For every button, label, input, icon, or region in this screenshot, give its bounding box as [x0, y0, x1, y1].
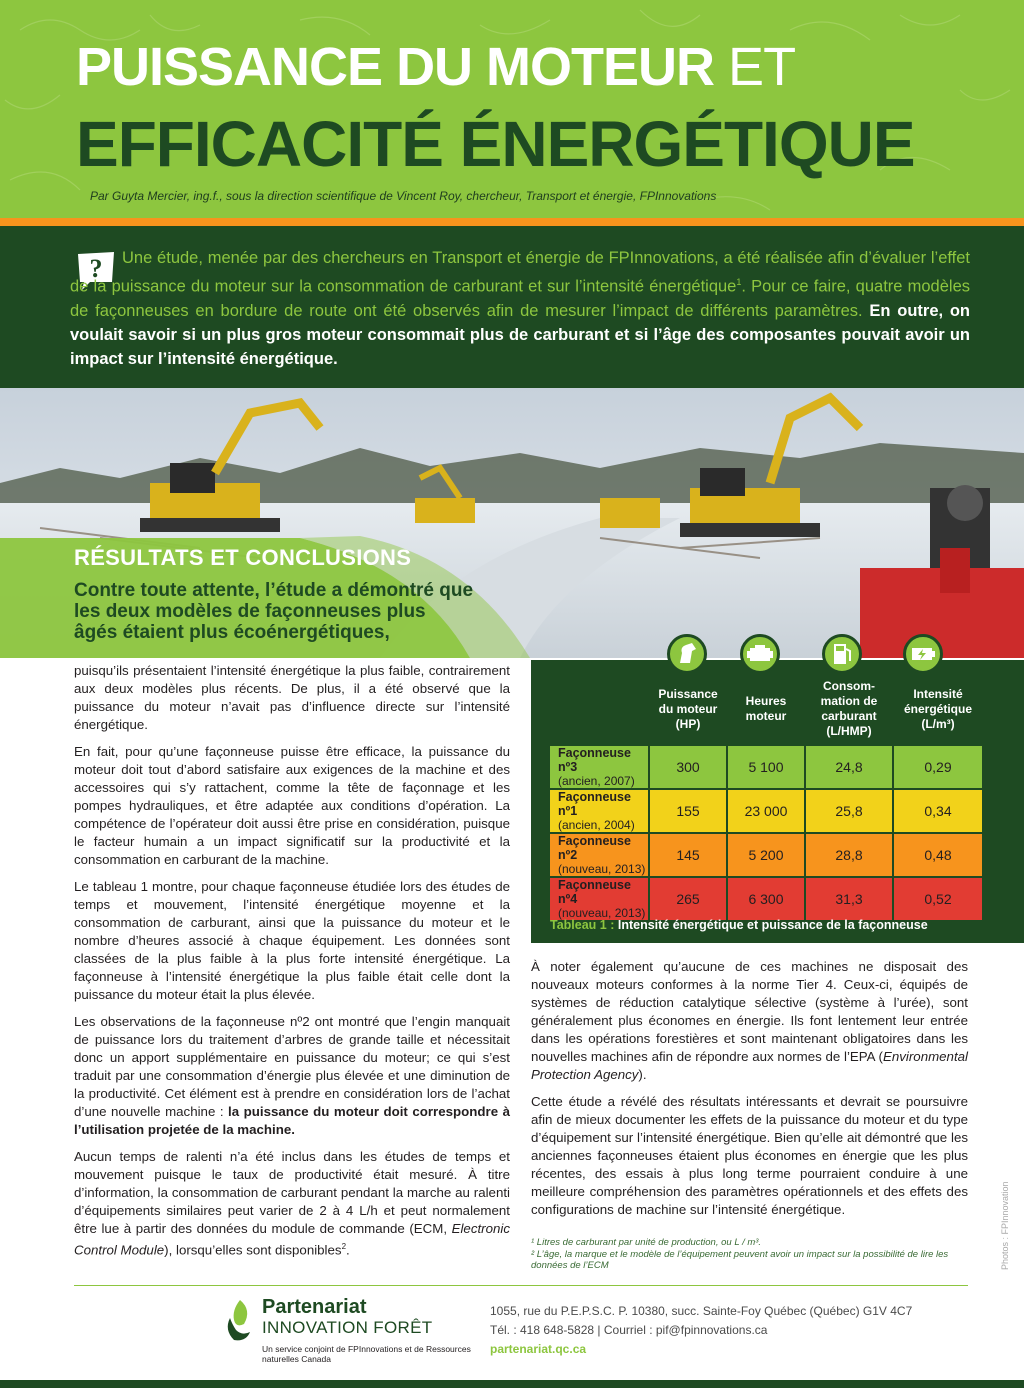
- header-banner: [0, 0, 1024, 218]
- phone-email[interactable]: Tél. : 418 648-5828 | Courriel : pif@fpinnovations.ca: [490, 1323, 768, 1337]
- paragraph: puisqu’ils présentaient l’intensité énergétique la plus faible, contrairement aux deux modèles plus récents. De plus, il a été observé que la puissance du moteur n’avait pas d’influence directe sur l’intensité énergétique.: [74, 663, 510, 732]
- address: 1055, rue du P.E.P.S.C. P. 10380, succ. Sainte-Foy Québec (Québec) G1V 4C7: [490, 1304, 913, 1318]
- table-row: Façonneuse nº1 (ancien, 2004) 155 23 000 25,8 0,34: [549, 789, 983, 833]
- paragraph: Aucun temps de ralenti n’a été inclus dans les études de temps et mouvement puisque le taux de productivité était mesuré. À titre d’information, la consommation de carburant pendant la marche au ralenti d’équipements similaires peut varier de 2 à 4 L/h et peut normalement être lue à partir des données du module de commande (ECM, Electronic Control Module), lorsqu’elles sont disponibles$^2$.: [74, 1149, 510, 1258]
- footer-divider: [74, 1285, 968, 1286]
- photo-credit: Photos : FPInnovation: [1000, 1181, 1010, 1270]
- horse-power-icon: [667, 634, 707, 674]
- paragraph: En fait, pour qu’une façonneuse puisse être efficace, la puissance du moteur doit tout d’abord satisfaire aux exigences de la machine et des accessoires qui s’y rattachent, comme la tête de façonnage et les pompes hydrauliques, et être adaptée aux conditions d’opération. La compétence de l’opérateur doit aussi être prise en considération, puisque le facteur humain a un impact significatif sur la productivité et la consommation en carburant de la machine.: [74, 744, 510, 867]
- paragraph: Cette étude a révélé des résultats intéressants et devrait se poursuivre afin de mieux documenter les effets de la puissance du moteur et du type d’équipement sur l’intensité énergétique. Bien qu’elle ait démontré que les anciennes façonneuses étaient plus économes en énergie que les plus récentes, des essais à plus long terme pourraient conduire à une meilleure compréhension des paramètres opérationnels et des effets des configurations de machine sur l’intensité énergétique.: [531, 1094, 968, 1217]
- footnote-2: ² L’âge, la marque et le modèle de l’équipement peuvent avoir un impact sur la possibilité de lire les données de l’ECM: [531, 1249, 949, 1271]
- col-header: Heures moteur: [727, 674, 805, 745]
- bottom-bar: [0, 1380, 1024, 1388]
- table-row: Façonneuse nº3 (ancien, 2007) 300 5 100 24,8 0,29: [549, 745, 983, 789]
- partenariat-logo: Partenariat INNOVATION FORÊT Un service conjoint de FPInnovations et de Ressources naturelles Canada: [222, 1296, 482, 1376]
- fuel-pump-icon: [822, 634, 862, 674]
- results-title: RÉSULTATS ET CONCLUSIONS: [74, 545, 412, 570]
- website-link[interactable]: partenariat.qc.ca: [490, 1342, 587, 1356]
- title-line-1: PUISSANCE DU MOTEUR ET: [76, 37, 796, 97]
- footnote-1: ¹ Litres de carburant par unité de production, ou L / m³.: [531, 1237, 762, 1248]
- paragraph: Le tableau 1 montre, pour chaque façonneuse étudiée lors des études de temps et mouvement, l’intensité énergétique moyenne et la consommation de carburant, ainsi que la puissance du moteur et le nombre d’heures associé à chaque équipement. Les données sont classées de la plus faible à la plus forte intensité énergétique. La façonneuse à l’intensité énergétique la plus faible était celle dont la puissance du moteur était la plus élevée.: [74, 879, 510, 1002]
- table-row: Façonneuse nº2 (nouveau, 2013) 145 5 200 28,8 0,48: [549, 833, 983, 877]
- table-caption: Tableau 1 : Intensité énergétique et puissance de la façonneuse: [550, 918, 928, 932]
- left-column: [74, 662, 510, 1268]
- table-row: Façonneuse nº4 (nouveau, 2013) 265 6 300 31,3 0,52: [549, 877, 983, 921]
- paragraph: À noter également qu’aucune de ces machines ne disposait des nouveaux moteurs conformes à la norme Tier 4. Ceux-ci, équipés de systèmes de réduction catalytique sélective (système à l’urée), sont généralement plus économes en énergie. Ils font lentement leur entrée dans les opérations forestières et sont maintenant obligatoires dans les nouvelles machines afin de répondre aux normes de l’EPA (Environmental Protection Agency).: [531, 959, 968, 1082]
- results-subtitle: Contre toute attente, l’étude a démontré que les deux modèles de façonneuses plus âgés étaient plus écoénergétiques,: [74, 580, 474, 643]
- title-line-2: EFFICACITÉ ÉNERGÉTIQUE: [76, 108, 915, 180]
- footnotes: [531, 1237, 951, 1272]
- orange-divider: [0, 218, 1024, 226]
- contact-info: [490, 1302, 912, 1359]
- data-table: [548, 674, 984, 922]
- engine-hours-icon: [740, 634, 780, 674]
- right-column: [531, 958, 968, 1228]
- energy-battery-icon: [903, 634, 943, 674]
- table-header-row: [549, 674, 983, 745]
- intro-text: Une étude, menée par des chercheurs en Transport et énergie de FPInnovations, a été réalisée afin d’évaluer l’effet de la puissance du moteur sur la consommation de carburant et sur l’intensité énergétique$^1$. Pour ce faire, quatre modèles de façonneuses en bordure de route ont été observés afin de mesurer l’impact de différents paramètres. En outre, on voulait savoir si un plus gros moteur consommait plus de carburant et si l’âge des composantes pouvait avoir un impact sur l’intensité énergétique.: [70, 249, 970, 368]
- col-header: Intensité énergétique (L/m³): [893, 674, 983, 745]
- svg-text:?: ?: [89, 254, 103, 283]
- paragraph: Les observations de la façonneuse nº2 ont montré que l’engin manquait de puissance lors du traitement d’arbres de grande taille et nécessitait donc un apport supplémentaire en puissance du moteur; ce qui s’est traduit par une consommation d’énergie plus élevée et une diminution de la productivité. Cet élément est à prendre en considération lors de l’achat d’une nouvelle machine : la puissance du moteur doit correspondre à l’utilisation projetée de la machine.: [74, 1014, 510, 1137]
- leaf-logo-icon: [222, 1298, 258, 1342]
- byline: Par Guyta Mercier, ing.f., sous la direction scientifique de Vincent Roy, chercheur, Transport et énergie, FPInnovations: [90, 189, 717, 203]
- col-header: Consom-mation de carburant (L/HMP): [805, 674, 893, 745]
- col-header: Puissance du moteur (HP): [649, 674, 727, 745]
